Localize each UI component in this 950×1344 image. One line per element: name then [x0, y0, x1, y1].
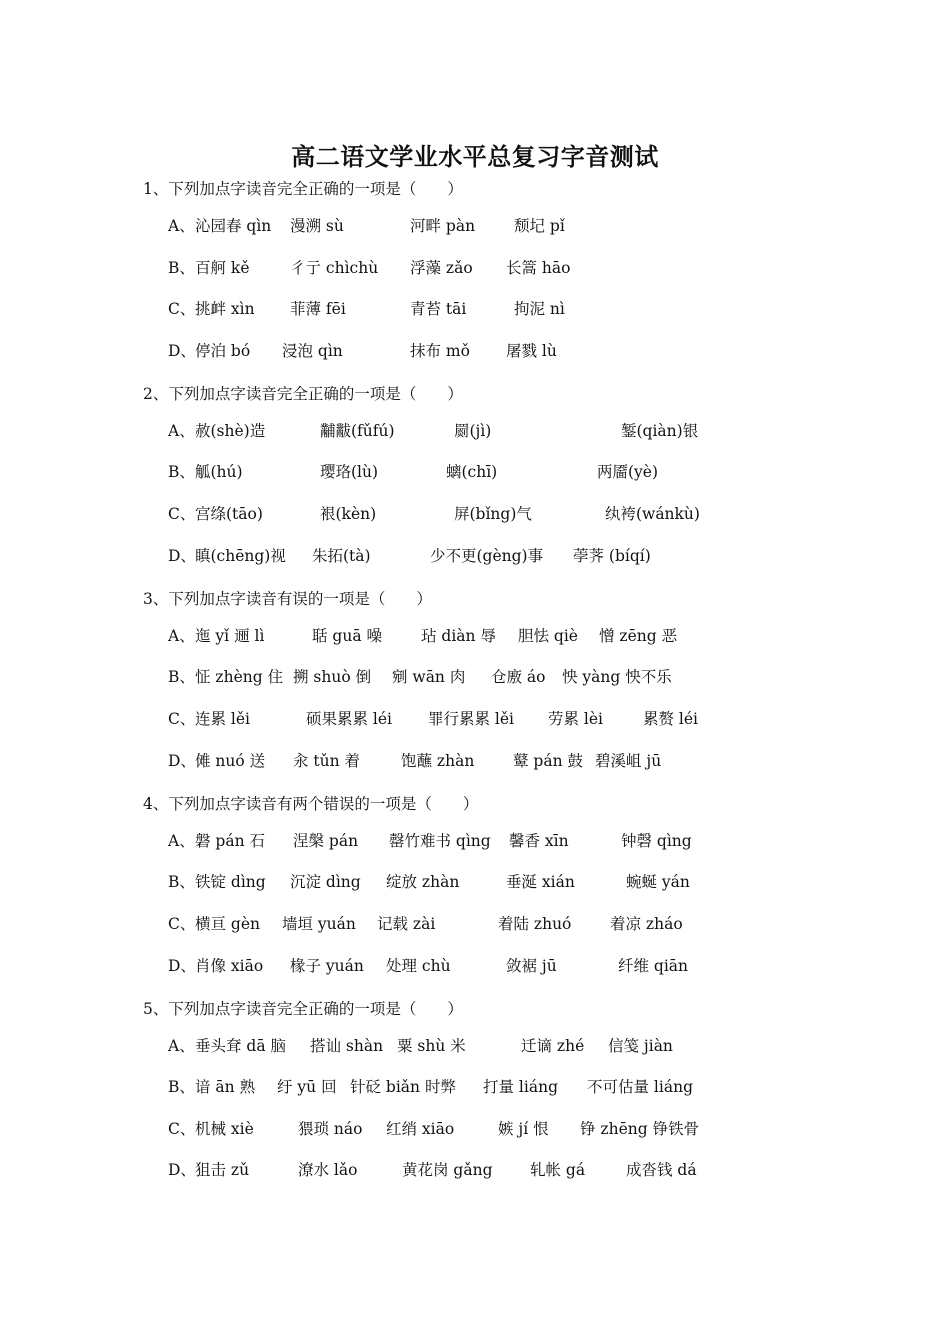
- option-label: D、: [168, 547, 196, 565]
- option-item: 馨香 xīn: [509, 832, 569, 850]
- option-item: 纨袴(wánkù): [605, 505, 700, 523]
- question-stem: 4、下列加点字读音有两个错误的一项是（ ）: [143, 795, 479, 813]
- option-item: 肖像 xiāo: [195, 957, 264, 975]
- option-item: 针砭 biǎn 时弊: [350, 1078, 456, 1096]
- option-label: D、: [168, 1161, 196, 1179]
- option-item: 荸荠 (bíqí): [573, 547, 651, 565]
- option-item: 涅槃 pán: [293, 832, 359, 850]
- option-label: C、: [168, 505, 196, 523]
- option-item: 聒 guā 噪: [312, 627, 382, 645]
- option-label: A、: [168, 627, 195, 645]
- option-item: 螭(chī): [446, 463, 498, 481]
- option-item: 记载 zài: [377, 915, 436, 933]
- option-item: 不可估量 liáng: [587, 1078, 693, 1096]
- option-item: 裉(kèn): [320, 505, 377, 523]
- option-label: B、: [168, 259, 195, 277]
- option-item: 觚(hú): [195, 463, 243, 481]
- option-label: B、: [168, 873, 195, 891]
- option-label: C、: [168, 300, 196, 318]
- option-item: 墙垣 yuán: [282, 915, 356, 933]
- option-item: 挑衅 xìn: [195, 300, 255, 318]
- option-item: 宫绦(tāo): [195, 505, 263, 523]
- option-label: D、: [168, 752, 196, 770]
- option-item: 着凉 zháo: [610, 915, 683, 933]
- option-item: 屏(bǐng)气: [454, 505, 532, 523]
- option-label: B、: [168, 668, 195, 686]
- option-item: 搠 shuò 倒: [293, 668, 372, 686]
- option-item: 蜿蜒 yán: [626, 873, 690, 891]
- option-label: D、: [168, 342, 196, 360]
- option-item: 磐 pán 石: [195, 832, 265, 850]
- option-item: 青苔 tāi: [410, 300, 467, 318]
- option-label: B、: [168, 463, 195, 481]
- option-item: 着陆 zhuó: [498, 915, 572, 933]
- option-item: 怔 zhèng 住: [195, 668, 284, 686]
- option-label: D、: [168, 957, 196, 975]
- option-item: 粟 shù 米: [397, 1037, 466, 1055]
- option-item: 罄竹难书 qìng: [389, 832, 491, 850]
- option-label: C、: [168, 1120, 196, 1138]
- option-item: 朱拓(tà): [312, 547, 371, 565]
- option-item: 红绡 xiāo: [386, 1120, 455, 1138]
- option-label: B、: [168, 1078, 195, 1096]
- option-item: 沁园春 qìn: [195, 217, 272, 235]
- option-item: 连累 lěi: [195, 710, 251, 728]
- option-item: 钟磬 qìng: [621, 832, 692, 850]
- option-item: 猥琐 náo: [298, 1120, 363, 1138]
- option-item: 打量 liáng: [483, 1078, 558, 1096]
- option-item: 百舸 kě: [195, 259, 250, 277]
- option-item: 潦水 lǎo: [298, 1161, 358, 1179]
- option-item: 铁锭 dìng: [195, 873, 266, 891]
- option-item: 劳累 lèi: [548, 710, 604, 728]
- option-item: 纡 yū 回: [277, 1078, 337, 1096]
- option-item: 谙 ān 熟: [195, 1078, 256, 1096]
- option-item: 憎 zēng 恶: [599, 627, 678, 645]
- option-item: 垂涎 xián: [506, 873, 575, 891]
- option-item: 傩 nuó 送: [195, 752, 266, 770]
- question-stem: 5、下列加点字读音完全正确的一项是（ ）: [143, 1000, 463, 1018]
- option-item: 迁谪 zhé: [521, 1037, 585, 1055]
- option-label: C、: [168, 710, 196, 728]
- option-item: 怏 yàng 怏不乐: [562, 668, 672, 686]
- option-item: 停泊 bó: [195, 342, 251, 360]
- option-item: 颓圮 pǐ: [514, 217, 565, 235]
- option-item: 仓廒 áo: [491, 668, 546, 686]
- option-label: A、: [168, 832, 195, 850]
- option-item: 璎珞(lù): [320, 463, 379, 481]
- option-item: 瞋(chēng)视: [195, 547, 286, 565]
- option-item: 狙击 zǔ: [195, 1161, 250, 1179]
- option-item: 黄花岗 gǎng: [402, 1161, 493, 1179]
- question-stem: 1、下列加点字读音完全正确的一项是（ ）: [143, 180, 463, 198]
- option-item: 硕果累累 léi: [306, 710, 393, 728]
- option-item: 长篙 hāo: [506, 259, 571, 277]
- option-item: 成沓钱 dá: [626, 1161, 697, 1179]
- option-item: 少不更(gèng)事: [430, 547, 544, 565]
- option-item: 两靥(yè): [597, 463, 659, 481]
- option-item: 玷 diàn 辱: [421, 627, 496, 645]
- option-item: 抹布 mǒ: [410, 342, 470, 360]
- option-item: 机械 xiè: [195, 1120, 254, 1138]
- option-item: 錾(qiàn)银: [621, 422, 699, 440]
- option-item: 嫉 jí 恨: [498, 1120, 549, 1138]
- option-label: C、: [168, 915, 196, 933]
- page-title: 高二语文学业水平总复习字音测试: [291, 143, 659, 171]
- question-stem: 3、下列加点字读音有误的一项是（ ）: [143, 590, 432, 608]
- option-item: 浮藻 zǎo: [410, 259, 473, 277]
- option-item: 漫溯 sù: [290, 217, 344, 235]
- option-item: 沉淀 dìng: [290, 873, 361, 891]
- option-item: 信笺 jiàn: [608, 1037, 673, 1055]
- question-stem: 2、下列加点字读音完全正确的一项是（ ）: [143, 385, 463, 403]
- option-item: 碧溪岨 jū: [595, 752, 662, 770]
- option-item: 垂头耷 dā 脑: [195, 1037, 287, 1055]
- option-item: 胆怯 qiè: [518, 627, 578, 645]
- option-item: 横亘 gèn: [195, 915, 261, 933]
- option-item: 轧帐 gá: [530, 1161, 586, 1179]
- option-item: 菲薄 fēi: [290, 300, 346, 318]
- option-item: 拘泥 nì: [514, 300, 565, 318]
- option-item: 纤维 qiān: [618, 957, 689, 975]
- option-item: 河畔 pàn: [410, 217, 476, 235]
- option-item: 迤 yǐ 逦 lì: [195, 627, 265, 645]
- option-item: 彳亍 chìchù: [290, 259, 379, 277]
- option-item: 饱蘸 zhàn: [401, 752, 475, 770]
- option-item: 罪行累累 lěi: [428, 710, 515, 728]
- option-item: 鼙 pán 鼓: [513, 752, 583, 770]
- option-label: A、: [168, 217, 195, 235]
- option-item: 屠戮 lù: [506, 342, 557, 360]
- option-item: 铮 zhēng 铮铁骨: [580, 1120, 700, 1138]
- option-item: 敛裾 jū: [506, 957, 557, 975]
- option-item: 绽放 zhàn: [386, 873, 460, 891]
- option-item: 剜 wān 肉: [392, 668, 466, 686]
- option-item: 处理 chù: [386, 957, 451, 975]
- option-item: 搭讪 shàn: [310, 1037, 384, 1055]
- option-item: 罽(jì): [454, 422, 492, 440]
- option-item: 赦(shè)造: [195, 422, 266, 440]
- option-label: A、: [168, 422, 195, 440]
- option-label: A、: [168, 1037, 195, 1055]
- option-item: 汆 tǔn 着: [293, 752, 361, 770]
- option-item: 浸泡 qìn: [282, 342, 343, 360]
- option-item: 椽子 yuán: [290, 957, 364, 975]
- option-item: 累赘 léi: [643, 710, 699, 728]
- option-item: 黼黻(fǔfú): [320, 422, 395, 440]
